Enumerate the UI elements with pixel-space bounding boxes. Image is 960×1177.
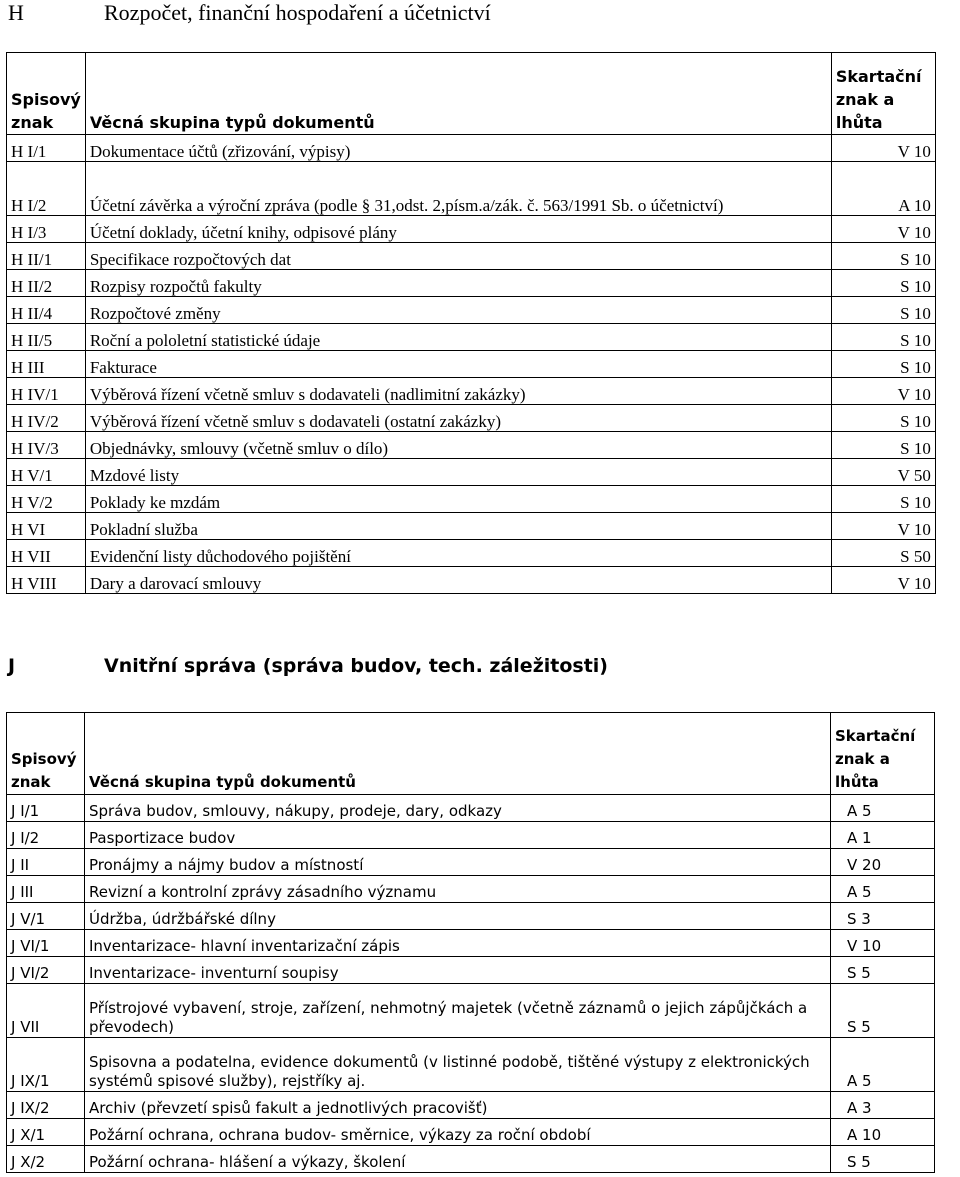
row-mark [831, 1092, 935, 1119]
row-code: H V/2 [7, 486, 86, 513]
row-description: Požární ochrana, ochrana budov- směrnice, výkazy za roční období [85, 1119, 831, 1146]
row-mark [831, 849, 935, 876]
row-description: Požární ochrana- hlášení a výkazy, školení [85, 1146, 831, 1173]
row-code: J VII [7, 984, 85, 1038]
row-description: Revizní a kontrolní zprávy zásadního významu [85, 876, 831, 903]
row-mark: S 10 [831, 243, 935, 270]
table-row [7, 162, 936, 216]
row-mark [831, 903, 935, 930]
row-description: Spisovna a podatelna, evidence dokumentů (v listinné podobě, tištěné výstupy z elektronických systémů spisové služby), rejstříky aj. [85, 1038, 831, 1092]
table-row [7, 795, 935, 822]
table-row [7, 216, 936, 243]
row-code: H VIII [7, 567, 86, 594]
row-description: Inventarizace- hlavní inventarizační zápis [85, 930, 831, 957]
table-row [7, 351, 936, 378]
row-description: Archiv (převzetí spisů fakult a jednotlivých pracovišť) [85, 1092, 831, 1119]
row-description: Dokumentace účtů (zřizování, výpisy) [85, 135, 831, 162]
section-j-code: J [8, 655, 16, 677]
row-code: J III [7, 876, 85, 903]
table-row [7, 432, 936, 459]
section-h-code: H [8, 0, 24, 25]
table-row [7, 540, 936, 567]
section-h-title: Rozpočet, finanční hospodaření a účetnictví [104, 0, 491, 25]
table-row [7, 984, 935, 1038]
row-code: H III [7, 351, 86, 378]
row-description: Přístrojové vybavení, stroje, zařízení, nehmotný majetek (včetně záznamů o jejich zápůjčkách a převodech) [85, 984, 831, 1038]
row-mark: A 10 [831, 162, 935, 216]
row-description: Evidenční listy důchodového pojištění [85, 540, 831, 567]
row-code: H II/2 [7, 270, 86, 297]
table-row [7, 378, 936, 405]
row-mark: V 10 [831, 378, 935, 405]
table-row [7, 849, 935, 876]
row-code: H I/1 [7, 135, 86, 162]
row-mark: S 10 [831, 432, 935, 459]
row-code: H VI [7, 513, 86, 540]
row-code: H IV/1 [7, 378, 86, 405]
table-row [7, 270, 936, 297]
header-mark: Skartační znak a lhůta [831, 713, 935, 795]
row-mark [831, 876, 935, 903]
section-h-heading [0, 0, 960, 30]
table-row [7, 1092, 935, 1119]
row-description: Pokladní služba [85, 513, 831, 540]
table-row [7, 1119, 935, 1146]
table-row [7, 243, 936, 270]
row-code: J X/2 [7, 1146, 85, 1173]
row-mark: S 10 [831, 324, 935, 351]
row-description: Roční a pololetní statistické údaje [85, 324, 831, 351]
row-code: H VII [7, 540, 86, 567]
row-mark: V 50 [831, 459, 935, 486]
table-row [7, 876, 935, 903]
row-code: J II [7, 849, 85, 876]
row-description: Rozpisy rozpočtů fakulty [85, 270, 831, 297]
row-mark: S 50 [831, 540, 935, 567]
row-mark-text: A 1 [847, 829, 872, 847]
row-mark-text: S 3 [847, 910, 871, 928]
row-code: J I/1 [7, 795, 85, 822]
row-code: H II/5 [7, 324, 86, 351]
row-description: Dary a darovací smlouvy [85, 567, 831, 594]
row-description: Poklady ke mzdám [85, 486, 831, 513]
row-code: H I/3 [7, 216, 86, 243]
table-row [7, 1146, 935, 1173]
row-mark [831, 930, 935, 957]
row-description: Výběrová řízení včetně smluv s dodavateli (ostatní zakázky) [85, 405, 831, 432]
row-code: H II/4 [7, 297, 86, 324]
row-description: Účetní závěrka a výroční zpráva (podle § 31,odst. 2,písm.a/zák. č. 563/1991 Sb. o účetnictví) [85, 162, 831, 216]
row-description: Objednávky, smlouvy (včetně smluv o dílo) [85, 432, 831, 459]
row-code: H I/2 [7, 162, 86, 216]
table-row [7, 324, 936, 351]
row-description: Účetní doklady, účetní knihy, odpisové plány [85, 216, 831, 243]
row-code: H V/1 [7, 459, 86, 486]
table-row [7, 930, 935, 957]
row-code: H IV/3 [7, 432, 86, 459]
row-code: H IV/2 [7, 405, 86, 432]
row-code: J VI/1 [7, 930, 85, 957]
row-mark: V 10 [831, 216, 935, 243]
header-code: Spisový znak [7, 53, 86, 135]
row-description: Výběrová řízení včetně smluv s dodavateli (nadlimitní zakázky) [85, 378, 831, 405]
row-mark: S 10 [831, 270, 935, 297]
section-j-heading [0, 655, 960, 685]
row-mark [831, 1119, 935, 1146]
table-row [7, 1038, 935, 1092]
row-mark: S 10 [831, 351, 935, 378]
row-description: Mzdové listy [85, 459, 831, 486]
row-mark-text: S 5 [847, 964, 871, 982]
section-j-table [6, 712, 935, 1173]
table-row [7, 486, 936, 513]
row-mark-text: S 5 [847, 1018, 871, 1036]
row-mark: S 10 [831, 405, 935, 432]
table-row [7, 135, 936, 162]
row-mark [831, 957, 935, 984]
row-mark: V 10 [831, 513, 935, 540]
row-mark: S 10 [831, 297, 935, 324]
row-description: Inventarizace- inventurní soupisy [85, 957, 831, 984]
header-group: Věcná skupina typů dokumentů [85, 713, 831, 795]
table-header-row [7, 53, 936, 135]
table-row [7, 405, 936, 432]
row-code: J X/1 [7, 1119, 85, 1146]
row-mark [831, 795, 935, 822]
table-row [7, 567, 936, 594]
row-mark [831, 1146, 935, 1173]
row-mark-text: A 3 [847, 1099, 872, 1117]
row-description: Rozpočtové změny [85, 297, 831, 324]
table-row [7, 513, 936, 540]
row-code: J VI/2 [7, 957, 85, 984]
table-row [7, 957, 935, 984]
row-mark-text: A 5 [847, 1072, 872, 1090]
table-row [7, 822, 935, 849]
row-mark-text: A 10 [847, 1126, 882, 1144]
header-mark: Skartační znak a lhůta [831, 53, 935, 135]
row-code: J V/1 [7, 903, 85, 930]
row-mark [831, 1038, 935, 1092]
row-mark-text: A 5 [847, 802, 872, 820]
section-h-table [6, 52, 936, 594]
row-mark [831, 984, 935, 1038]
row-mark-text: V 10 [847, 937, 882, 955]
row-description: Specifikace rozpočtových dat [85, 243, 831, 270]
row-mark: S 10 [831, 486, 935, 513]
row-description: Fakturace [85, 351, 831, 378]
row-mark: V 10 [831, 567, 935, 594]
table-row [7, 459, 936, 486]
row-code: J IX/1 [7, 1038, 85, 1092]
header-group: Věcná skupina typů dokumentů [85, 53, 831, 135]
row-description: Pronájmy a nájmy budov a místností [85, 849, 831, 876]
row-mark-text: V 20 [847, 856, 882, 874]
table-header-row [7, 713, 935, 795]
row-description: Pasportizace budov [85, 822, 831, 849]
row-mark: V 10 [831, 135, 935, 162]
table-row [7, 903, 935, 930]
row-mark-text: S 5 [847, 1153, 871, 1171]
row-description: Správa budov, smlouvy, nákupy, prodeje, dary, odkazy [85, 795, 831, 822]
row-mark-text: A 5 [847, 883, 872, 901]
section-j-title: Vnitřní správa (správa budov, tech. záležitosti) [104, 655, 608, 677]
row-mark [831, 822, 935, 849]
table-row [7, 297, 936, 324]
row-description: Údržba, údržbářské dílny [85, 903, 831, 930]
row-code: J I/2 [7, 822, 85, 849]
row-code: H II/1 [7, 243, 86, 270]
header-code: Spisový znak [7, 713, 85, 795]
row-code: J IX/2 [7, 1092, 85, 1119]
